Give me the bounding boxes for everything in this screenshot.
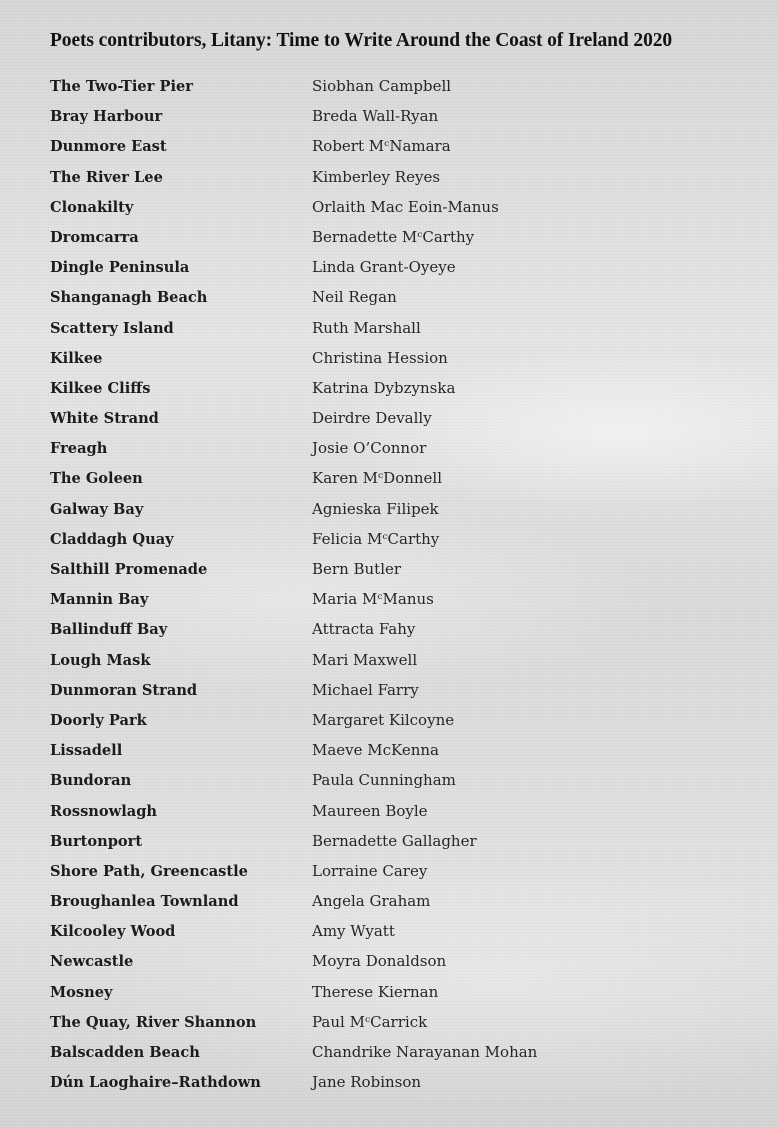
poet-name: Christina Hession [312,348,448,367]
poet-name: Therese Kiernan [312,982,439,1001]
list-item [50,436,750,466]
list-item [50,980,750,1010]
poet-name: Kimberley Reyes [312,167,441,186]
list-item [50,134,750,164]
list-item [50,225,750,255]
poet-name: Felicia MᶜCarthy [312,529,440,548]
place-name: Newcastle [50,953,134,971]
place-name: Mannin Bay [50,591,149,609]
poet-name: Maria MᶜManus [312,590,434,609]
list-item [50,165,750,195]
place-name: White Strand [50,410,159,428]
place-name: The Goleen [50,470,143,488]
place-name: The River Lee [50,168,163,186]
place-name: Balscadden Beach [50,1044,200,1061]
place-name: Kilkee [50,349,103,367]
place-name: Freagh [50,440,108,458]
poet-name: Agnieska Filipek [312,499,439,518]
poet-name: Margaret Kilcoyne [312,710,455,729]
place-name: Dunmoran Strand [50,681,198,699]
place-name: Dún Laoghaire–Rathdown [50,1074,261,1092]
place-name: Dunmore East [50,138,167,156]
place-name: Kilkee Cliffs [50,379,151,397]
poet-name: Katrina Dybzynska [312,378,456,397]
place-name: Bundoran [50,772,132,790]
list-item [50,557,750,587]
poet-name: Orlaith Mac Eoin-Manus [312,197,499,216]
poet-name: Breda Wall-Ryan [312,107,439,126]
place-name: Lissadell [50,742,123,760]
list-item [50,1010,750,1040]
list-item [50,799,750,829]
poet-name: Paul MᶜCarrick [312,1012,428,1031]
poet-name: Maeve McKenna [312,741,440,760]
place-name: Dingle Peninsula [50,259,190,277]
list-item [50,1040,750,1070]
poet-name: Neil Regan [312,288,397,307]
poet-name: Amy Wyatt [312,922,395,941]
contributors-list [50,74,750,1100]
list-item [50,316,750,346]
place-name: Shanganagh Beach [50,289,208,307]
place-name: Mosney [50,983,113,1001]
poet-name: Lorraine Carey [312,861,428,880]
place-name: Dromcarra [50,228,139,246]
poet-name: Bernadette Gallagher [312,831,477,850]
list-item [50,648,750,678]
poet-name: Ruth Marshall [312,318,421,337]
poet-name: Chandrike Narayanan Mohan [312,1043,538,1061]
poet-name: Mari Maxwell [312,650,418,669]
poet-name: Siobhan Campbell [312,77,452,95]
poet-name: Bern Butler [312,560,402,578]
place-name: Salthill Promenade [50,561,208,578]
place-name: The Two-Tier Pier [50,78,193,95]
list-item [50,678,750,708]
list-item [50,768,750,798]
list-item [50,195,750,225]
list-item [50,406,750,436]
place-name: Doorly Park [50,711,147,729]
list-item [50,74,750,104]
place-name: Broughanlea Townland [50,893,239,911]
list-item [50,346,750,376]
place-name: Ballinduff Bay [50,621,168,639]
list-item [50,949,750,979]
poet-name: Paula Cunningham [312,771,456,790]
place-name: The Quay, River Shannon [50,1013,257,1031]
list-item [50,104,750,134]
poet-name: Karen MᶜDonnell [312,469,443,488]
list-item [50,829,750,859]
place-name: Bray Harbour [50,108,163,126]
place-name: Rossnowlagh [50,802,158,820]
poet-name: Maureen Boyle [312,801,428,820]
list-item [50,587,750,617]
place-name: Lough Mask [50,651,151,669]
list-item [50,919,750,949]
list-item [50,527,750,557]
place-name: Burtonport [50,832,143,850]
poet-name: Josie O’Connor [312,439,427,458]
poet-name: Angela Graham [312,892,431,911]
place-name: Clonakilty [50,198,134,216]
poet-name: Michael Farry [312,680,419,699]
list-item [50,889,750,919]
list-item [50,376,750,406]
poet-name: Bernadette MᶜCarthy [312,227,475,246]
place-name: Scattery Island [50,319,174,337]
list-item [50,497,750,527]
list-item [50,738,750,768]
list-item [50,617,750,647]
list-item [50,466,750,496]
page-title: Poets contributors, Litany: Time to Write Around the Coast of Ireland 2020 [50,30,673,51]
poet-name: Linda Grant-Oyeye [312,258,456,277]
place-name: Shore Path, Greencastle [50,862,248,880]
list-item [50,255,750,285]
poet-name: Moyra Donaldson [312,952,447,971]
poet-name: Jane Robinson [312,1073,422,1092]
place-name: Galway Bay [50,500,144,518]
poet-name: Attracta Fahy [312,620,416,639]
poet-name: Robert MᶜNamara [312,137,451,156]
list-item [50,859,750,889]
poet-name: Deirdre Devally [312,409,432,428]
place-name: Claddagh Quay [50,530,174,548]
list-item [50,285,750,315]
list-item [50,708,750,738]
place-name: Kilcooley Wood [50,923,176,941]
list-item [50,1070,750,1100]
